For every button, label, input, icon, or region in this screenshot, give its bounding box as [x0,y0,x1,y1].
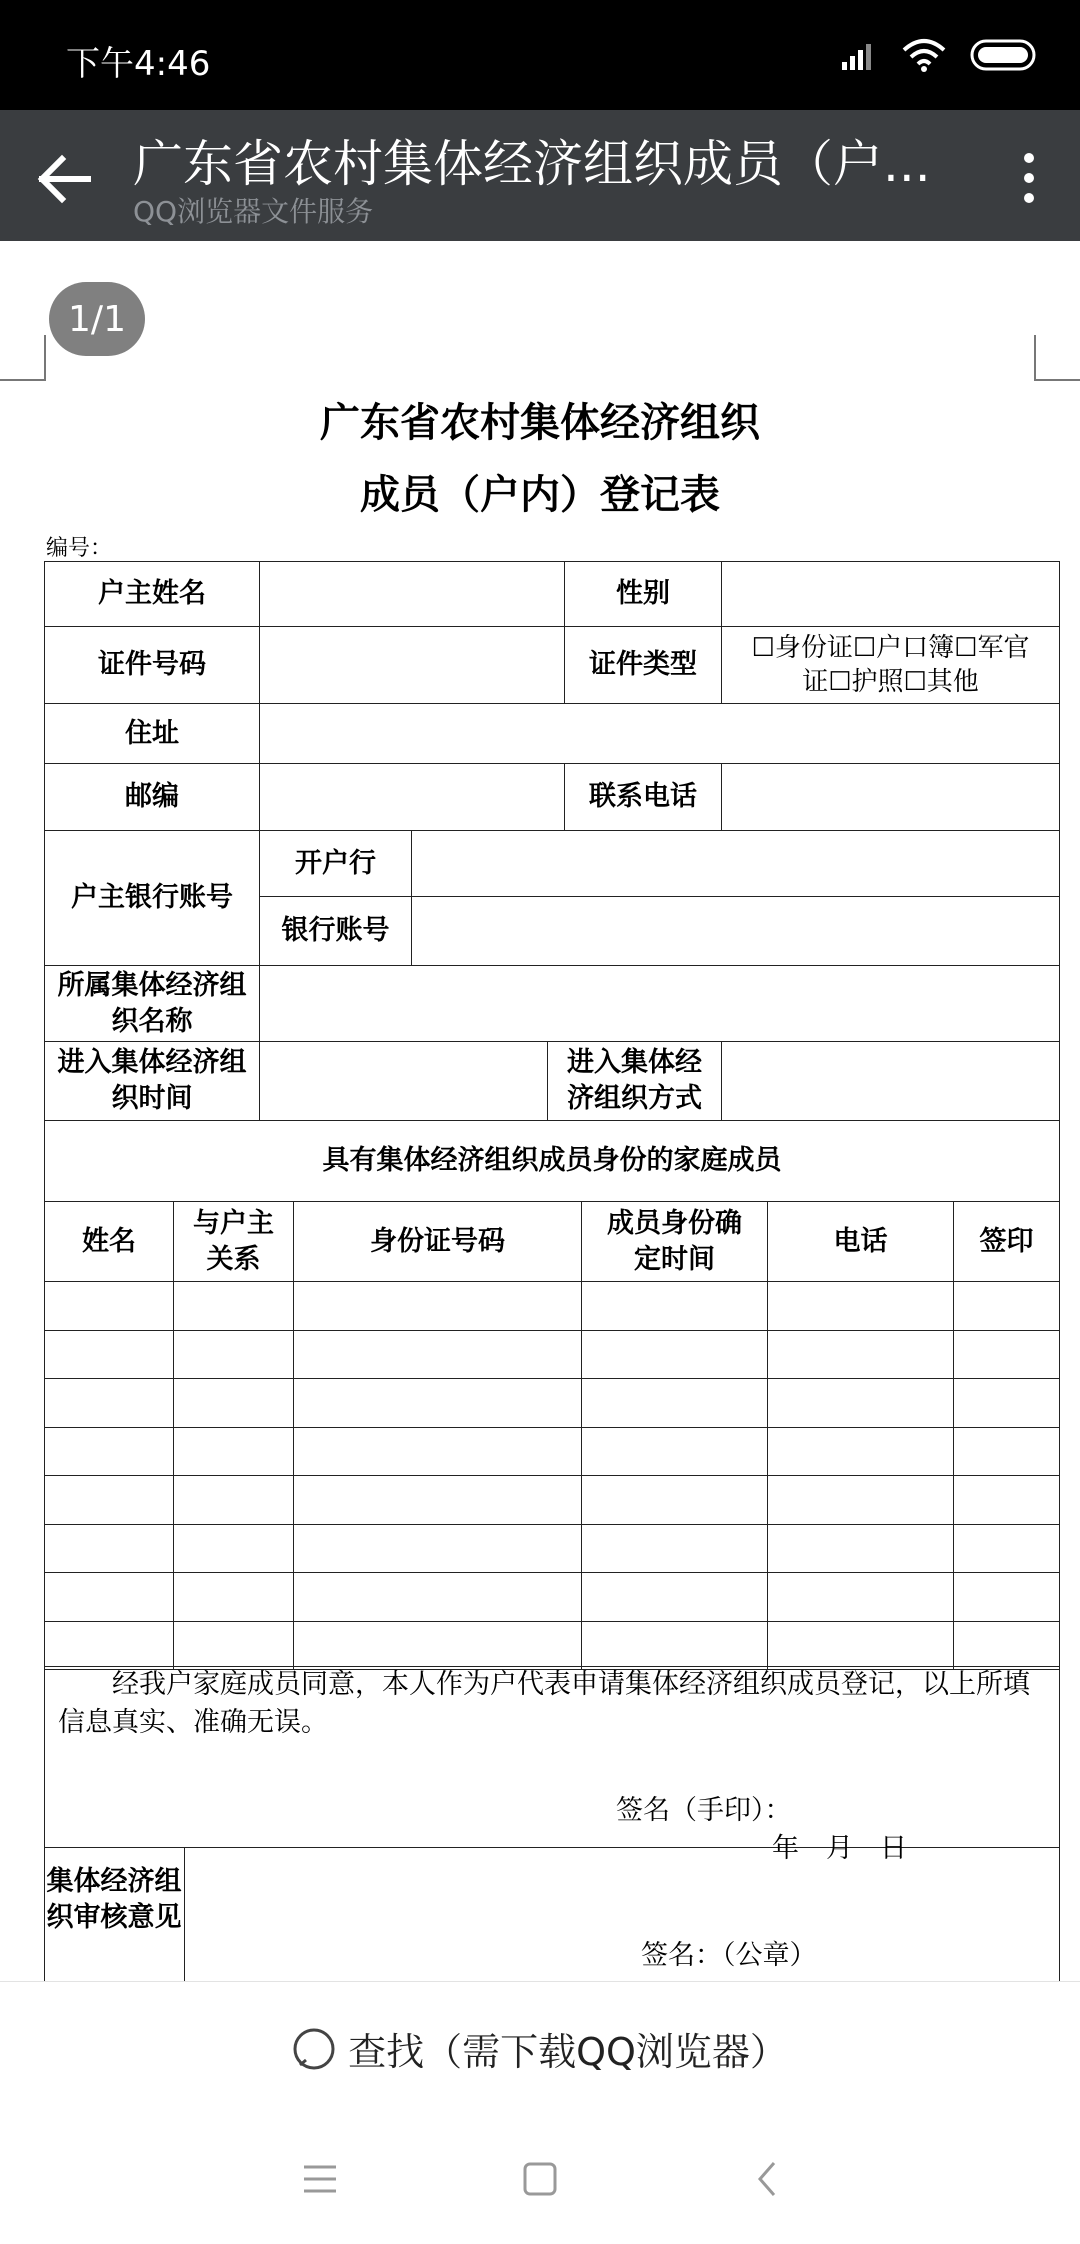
col-header-id-number: 身份证号码 [293,1201,582,1282]
status-time: 下午4:46 [66,44,211,84]
table-cell[interactable] [581,1572,768,1622]
table-cell[interactable] [581,1524,768,1574]
date-label: 年 月 日 [772,1833,907,1864]
table-cell[interactable] [953,1330,1060,1380]
field-address[interactable] [259,703,1060,764]
search-icon [292,2027,336,2071]
table-cell[interactable] [44,1621,174,1671]
field-postcode[interactable] [259,763,565,831]
signal-icon [842,40,878,70]
field-join-method[interactable] [721,1041,1060,1121]
table-cell[interactable] [293,1427,582,1477]
signature-seal-label: 签名：（公章） [641,1940,817,1971]
table-cell[interactable] [173,1281,294,1331]
serial-number-label: 编号： [46,536,113,561]
col-header-confirm-time: 成员身份确定时间 [581,1201,768,1282]
members-section-header: 具有集体经济组织成员身份的家庭成员 [44,1120,1060,1202]
field-gender[interactable] [721,561,1060,627]
form-title-line2: 成员（户内）登记表 [360,472,720,518]
label-phone: 联系电话 [564,763,722,831]
field-org-name[interactable] [259,965,1060,1042]
arrow-left-icon[interactable] [30,144,100,214]
label-head-name: 户主姓名 [44,561,260,627]
table-cell[interactable] [581,1378,768,1428]
label-gender: 性别 [564,561,722,627]
table-cell[interactable] [581,1621,768,1671]
table-cell[interactable] [293,1524,582,1574]
label-id-number: 证件号码 [44,626,260,704]
battery-icon [970,39,1040,71]
status-icons [842,38,1040,72]
label-org-name: 所属集体经济组织名称 [44,965,260,1042]
table-cell[interactable] [44,1281,174,1331]
table-cell[interactable] [581,1281,768,1331]
label-bank-account-group: 户主银行账号 [44,830,260,966]
label-id-type: 证件类型 [564,626,722,704]
table-cell[interactable] [293,1330,582,1380]
col-header-name: 姓名 [44,1201,174,1282]
home-square-icon[interactable] [520,2159,560,2199]
table-cell[interactable] [953,1281,1060,1331]
col-header-relation: 与户主关系 [173,1201,294,1282]
declaration-text: 经我户家庭成员同意，本人作为户代表申请集体经济组织成员登记，以上所填信息真实、准确无误。 [58,1669,1030,1738]
table-cell[interactable] [953,1572,1060,1622]
table-cell[interactable] [767,1572,954,1622]
more-vertical-icon[interactable] [1014,148,1044,208]
field-join-time[interactable] [259,1041,548,1121]
wifi-icon [902,38,946,72]
table-cell[interactable] [953,1475,1060,1525]
table-cell[interactable] [173,1572,294,1622]
table-cell[interactable] [173,1427,294,1477]
table-cell[interactable] [293,1378,582,1428]
label-address: 住址 [44,703,260,764]
status-bar [0,0,1080,110]
chevron-left-icon[interactable] [748,2159,788,2199]
table-cell[interactable] [953,1427,1060,1477]
system-nav-bar [0,2114,1080,2244]
org-review-box [44,1847,1060,1981]
search-button-label[interactable]: 查找（需下载QQ浏览器） [348,2030,788,2074]
field-bank-account[interactable] [411,896,1060,966]
label-bank-account: 银行账号 [259,896,412,966]
table-cell[interactable] [767,1524,954,1574]
table-cell[interactable] [581,1427,768,1477]
menu-icon[interactable] [300,2159,340,2199]
field-phone[interactable] [721,763,1060,831]
document-viewer[interactable] [0,241,1080,1981]
field-id-number[interactable] [259,626,565,704]
app-bar [0,110,1080,241]
label-join-method: 进入集体经济组织方式 [547,1041,722,1121]
table-cell[interactable] [293,1475,582,1525]
table-cell[interactable] [767,1475,954,1525]
signature-handprint-label: 签名（手印）： [616,1795,792,1826]
table-cell[interactable] [953,1524,1060,1574]
table-cell[interactable] [767,1281,954,1331]
table-cell[interactable] [767,1378,954,1428]
label-join-time: 进入集体经济组织时间 [44,1041,260,1121]
table-cell[interactable] [44,1378,174,1428]
table-cell[interactable] [293,1572,582,1622]
col-header-seal: 签印 [953,1201,1060,1282]
page-indicator: 1/1 [49,282,145,356]
document-title: 广东省农村集体经济组织成员（户... [133,135,931,193]
table-cell[interactable] [44,1427,174,1477]
table-cell[interactable] [173,1475,294,1525]
id-type-options[interactable]: ☐身份证☐户口簿☐军官证☐护照☐其他 [721,626,1060,704]
table-cell[interactable] [293,1281,582,1331]
table-cell[interactable] [581,1475,768,1525]
table-cell[interactable] [767,1621,954,1671]
org-review-label: 集体经济组织审核意见 [46,1866,182,1933]
table-cell[interactable] [953,1621,1060,1671]
document-subtitle: QQ浏览器文件服务 [133,195,374,228]
table-cell[interactable] [44,1330,174,1380]
table-cell[interactable] [44,1475,174,1525]
table-cell[interactable] [44,1572,174,1622]
crop-mark [0,335,46,381]
table-cell[interactable] [293,1621,582,1671]
search-bar[interactable] [0,1981,1080,2116]
field-bank-branch[interactable] [411,830,1060,897]
table-cell[interactable] [44,1524,174,1574]
label-bank-branch: 开户行 [259,830,412,897]
label-postcode: 邮编 [44,763,260,831]
crop-mark [1034,335,1080,381]
table-cell[interactable] [953,1378,1060,1428]
table-cell[interactable] [173,1621,294,1671]
table-cell[interactable] [581,1330,768,1380]
table-cell[interactable] [173,1378,294,1428]
col-header-phone: 电话 [767,1201,954,1282]
form-title-line1: 广东省农村集体经济组织 [320,400,760,446]
table-cell[interactable] [767,1330,954,1380]
table-cell[interactable] [173,1524,294,1574]
table-cell[interactable] [173,1330,294,1380]
field-head-name[interactable] [259,561,565,627]
table-cell[interactable] [767,1427,954,1477]
